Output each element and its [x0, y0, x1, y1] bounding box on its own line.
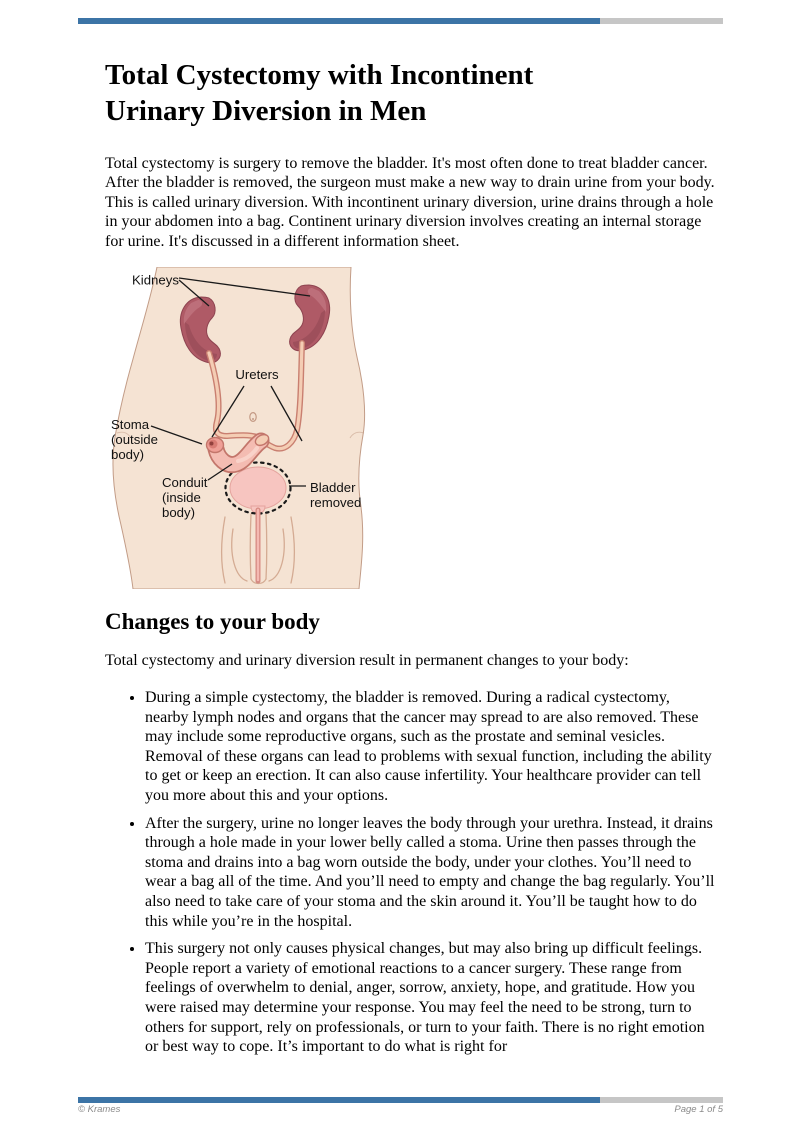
bladder-removed-label	[310, 480, 361, 510]
bottom-divider-gray-segment	[600, 1097, 723, 1103]
footer-copyright: © Krames	[78, 1104, 121, 1115]
ureters-label: Ureters	[235, 367, 279, 383]
kidneys-label: Kidneys	[132, 272, 179, 288]
page-title: Total Cystectomy with Incontinent Urinary Diversion in Men	[105, 59, 534, 128]
top-divider-blue-segment	[78, 18, 600, 24]
svg-text:Conduit: Conduit	[162, 475, 208, 491]
bullet-item-cystectomy: • During a simple cystectomy, the bladder is removed. During a radical cystectomy, nearby lymph nodes and organs that the cancer may spread to are also removed. These may include some reproductive organs, such as the prostate and seminal vesicles. Removal of these organs can lead to problems with sexual function, including the ability to get or keep an erection. It can also cause infertility. Your healthcare provider can tell you more about this and your options.	[145, 688, 717, 806]
intro-paragraph: Total cystectomy is surgery to remove the bladder. It's most often done to treat bladder cancer. After the bladder is removed, the surgeon must make a new way to drain urine from your body. This is called urinary diversion. With incontinent urinary diversion, urine drains through a hole in your abdomen into a bag. Continent urinary diversion involves creating an internal storage for urine. It's discussed in a different information sheet.	[105, 154, 715, 250]
svg-text:removed: removed	[310, 495, 362, 511]
anatomy-figure	[105, 267, 375, 589]
bottom-divider-rule	[78, 1097, 723, 1103]
bullet-item-stoma-bag: • After the surgery, urine no longer leaves the body through your urethra. Instead, it drains through a hole made in your lower belly called a stoma. Urine then passes through the stoma and drains into a bag worn outside the body, under your clothes. You’ll need to wear a bag all of the time. And you’ll need to empty and change the bag regularly. You’ll also need to take care of your stoma and the skin around it. You’ll be taught how to do this while you’re in the hospital.	[145, 814, 717, 932]
section-heading: Changes to your body	[105, 609, 320, 635]
bullet-item-emotions: • This surgery not only causes physical changes, but may also bring up difficult feelings. People report a variety of emotional reactions to a cancer surgery. These range from feelings of overwhelm to denial, anger, sorrow, anxiety, hope, and gratitude. How you were raised may determine your response. You may feel the need to be strong, turn to others for support, rely on professionals, or turn to your faith. There is no right emotion or best way to cope. It’s important to do what is right for	[145, 939, 717, 1057]
svg-text:body): body)	[162, 505, 195, 521]
document-content	[105, 57, 717, 1065]
svg-text:Stoma: Stoma	[111, 417, 150, 433]
top-divider-gray-segment	[600, 18, 723, 24]
top-divider-rule	[78, 18, 723, 24]
page-footer	[78, 1104, 723, 1115]
svg-text:body): body)	[111, 447, 144, 463]
stoma	[207, 438, 224, 453]
section-lead-paragraph: Total cystectomy and urinary diversion result in permanent changes to your body:	[105, 652, 629, 670]
urinary-diversion-illustration	[105, 267, 375, 589]
changes-bullet-list	[105, 688, 717, 1057]
svg-text:(outside: (outside	[111, 432, 158, 448]
svg-text:(inside: (inside	[162, 490, 201, 506]
bottom-divider-blue-segment	[78, 1097, 600, 1103]
svg-text:Bladder: Bladder	[310, 480, 356, 496]
footer-page-number: Page 1 of 5	[674, 1104, 723, 1115]
